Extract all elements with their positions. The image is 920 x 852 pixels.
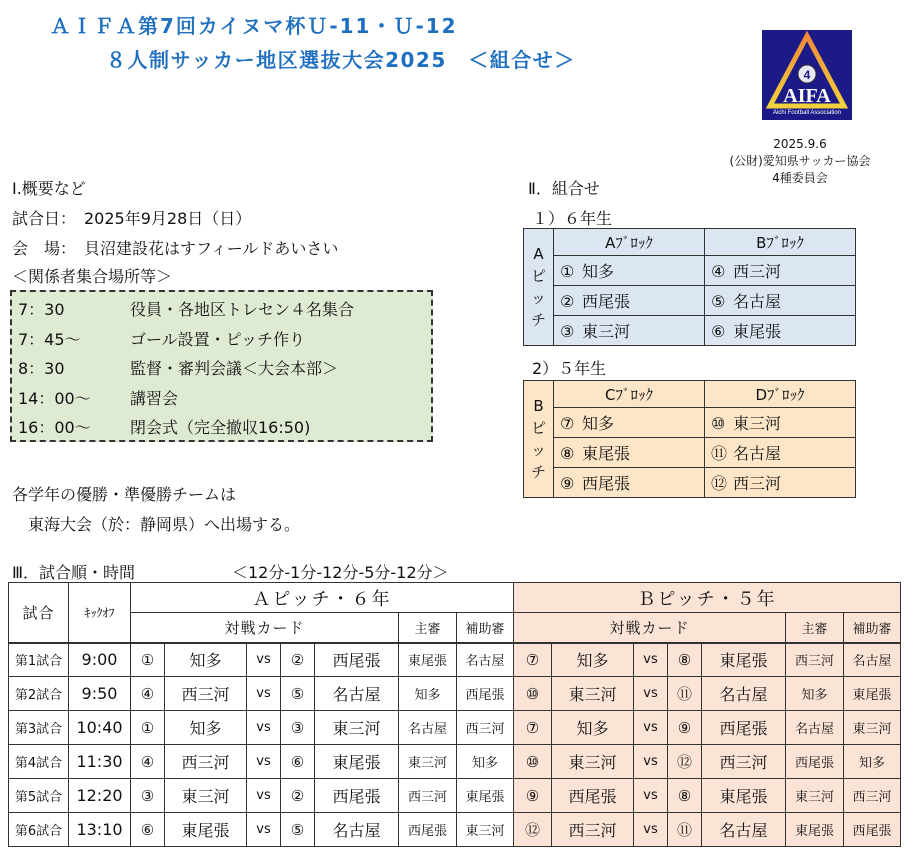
schedule-time: 7：45～	[18, 329, 81, 349]
group-row	[524, 286, 856, 316]
cell-text: ピ	[530, 267, 546, 285]
header-card-a: 対戦カード	[131, 613, 399, 643]
schedule-time: 16：00～	[18, 418, 91, 438]
table-cell: 西三河	[702, 745, 786, 779]
table-cell: 知多	[165, 643, 247, 677]
table-row	[9, 711, 901, 745]
table-cell: 第1試合	[9, 643, 69, 677]
header-kickoff: ｷｯｸｵﾌ	[69, 583, 131, 643]
table-cell: 西尾張	[552, 779, 634, 813]
table-cell: 東三河	[399, 745, 457, 779]
title-line-2: ８人制サッカー地区選抜大会2025 ＜組合せ＞	[106, 48, 576, 72]
cell-text: 名古屋	[733, 444, 782, 463]
table-cell: ③	[131, 779, 165, 813]
table-cell: ⑥	[281, 745, 315, 779]
schedule-time: 14：00～	[18, 388, 91, 408]
issuer-org: (公財)愛知県サッカー協会	[729, 154, 871, 168]
table-cell: ⑦	[514, 643, 552, 677]
table-row	[9, 677, 901, 711]
table-cell: ⑤	[281, 677, 315, 711]
table-cell: 第4試合	[9, 745, 69, 779]
table-cell: 名古屋	[315, 677, 399, 711]
cell-text: 西尾張	[582, 292, 631, 311]
match-table	[8, 582, 901, 847]
title-line-1: ＡＩＦＡ第7回カイヌマ杯Ｕ-11・Ｕ-12	[50, 14, 458, 38]
table-cell: 知多	[457, 745, 514, 779]
table-row	[9, 745, 901, 779]
table-cell: 知多	[552, 643, 634, 677]
table-cell: vs	[634, 677, 668, 711]
table-cell: 西三河	[844, 779, 901, 813]
groups-heading: Ⅱ．組合せ	[528, 179, 600, 198]
header-ref-a: 主審	[399, 613, 457, 643]
match-format: ＜12分-1分-12分-5分-12分＞	[232, 563, 449, 582]
table-cell: ⑪	[668, 813, 702, 847]
table-cell	[554, 316, 705, 346]
table-cell: 東尾張	[165, 813, 247, 847]
cell-text: ②	[560, 292, 575, 311]
cell-text: 東尾張	[582, 444, 631, 463]
schedule-desc: 閉会式（完全撤収16:50)	[130, 418, 311, 438]
table-cell: 東尾張	[702, 643, 786, 677]
table-cell	[554, 438, 705, 468]
cell-text: ッ	[530, 289, 546, 307]
cell-text: ⑩	[711, 414, 726, 433]
table-row	[9, 813, 901, 847]
table-cell: 西三河	[786, 643, 844, 677]
table-cell: 名古屋	[702, 677, 786, 711]
table-cell: ①	[131, 711, 165, 745]
table-cell: vs	[634, 779, 668, 813]
logo-badge: 4	[803, 68, 811, 82]
table-cell: vs	[247, 711, 281, 745]
schedule-desc: 監督・審判会議＜大会本部＞	[130, 359, 339, 379]
schedule-desc: 講習会	[130, 388, 179, 408]
header-asst-a: 補助審	[457, 613, 514, 643]
cell-text: 名古屋	[733, 292, 782, 311]
grade6-label: １）６年生	[532, 209, 613, 228]
table-cell	[705, 286, 856, 316]
table-cell: 西三河	[165, 677, 247, 711]
table-cell: 9:50	[69, 677, 131, 711]
table-cell: 12:20	[69, 779, 131, 813]
table-cell: ⑪	[668, 677, 702, 711]
table-cell: 名古屋	[786, 711, 844, 745]
table-cell: 東三河	[457, 813, 514, 847]
table-cell: 第5試合	[9, 779, 69, 813]
table-cell: vs	[247, 745, 281, 779]
cell-text: 知多	[582, 414, 615, 433]
cell-text: ッ	[530, 441, 546, 459]
table-cell: ②	[281, 779, 315, 813]
schedule-row	[12, 294, 431, 324]
table-cell: 西尾張	[844, 813, 901, 847]
table-cell	[705, 256, 856, 286]
table-cell: ⑨	[668, 711, 702, 745]
cell-text: ⑫	[711, 474, 728, 493]
table-cell: 西尾張	[702, 711, 786, 745]
table-cell: 東三河	[552, 745, 634, 779]
table-cell: ⑨	[514, 779, 552, 813]
block-d-header: Dﾌﾞﾛｯｸ	[705, 381, 856, 408]
table-cell: 名古屋	[399, 711, 457, 745]
table-cell	[554, 286, 705, 316]
header-ref-b: 主審	[786, 613, 844, 643]
table-cell: 知多	[786, 677, 844, 711]
header-pitch-a: Ａピッチ・６年	[131, 583, 514, 613]
table-cell: ⑩	[514, 745, 552, 779]
table-cell: 第3試合	[9, 711, 69, 745]
gather-heading: ＜関係者集合場所等＞	[12, 267, 173, 286]
table-cell: ⑫	[514, 813, 552, 847]
cell-text: ⑧	[560, 444, 575, 463]
table-cell: 西三河	[457, 711, 514, 745]
table-cell: ⑦	[514, 711, 552, 745]
group-row	[524, 256, 856, 286]
block-c-header: Cﾌﾞﾛｯｸ	[554, 381, 705, 408]
table-cell	[554, 468, 705, 498]
table-cell: vs	[247, 813, 281, 847]
match-date: 試合日： 2025年9月28日（日）	[12, 209, 252, 228]
table-cell: 東尾張	[399, 643, 457, 677]
table-cell: 名古屋	[702, 813, 786, 847]
schedule-row	[12, 383, 431, 413]
table-cell	[554, 256, 705, 286]
table-cell: vs	[247, 779, 281, 813]
schedule-row	[12, 353, 431, 383]
group-row	[524, 468, 856, 498]
table-cell: 東尾張	[844, 677, 901, 711]
table-cell: 13:10	[69, 813, 131, 847]
table-cell: 名古屋	[315, 813, 399, 847]
table-cell: 知多	[399, 677, 457, 711]
table-cell: 東尾張	[786, 813, 844, 847]
issuer-committee: 4種委員会	[772, 171, 828, 185]
table-cell: vs	[247, 643, 281, 677]
header-match: 試合	[9, 583, 69, 643]
cell-text: 西三河	[733, 262, 782, 281]
cell-text: ①	[560, 262, 575, 281]
cell-text: ⑦	[560, 414, 575, 433]
table-cell: ⑧	[668, 779, 702, 813]
table-cell: vs	[634, 813, 668, 847]
overview-heading: Ⅰ.概要など	[12, 179, 86, 198]
table-cell: ①	[131, 643, 165, 677]
cell-text: A	[533, 245, 544, 263]
table-cell: vs	[634, 643, 668, 677]
table-cell: 東尾張	[457, 779, 514, 813]
table-cell: 東三河	[165, 779, 247, 813]
note-line-2: 東海大会（於：静岡県）へ出場する。	[12, 515, 301, 534]
table-cell: vs	[634, 711, 668, 745]
cell-text: 東三河	[582, 322, 631, 341]
table-row	[9, 779, 901, 813]
schedule-row	[12, 412, 431, 442]
table-cell	[554, 408, 705, 438]
table-cell: ⑤	[281, 813, 315, 847]
group-row	[524, 408, 856, 438]
table-cell: 西尾張	[315, 643, 399, 677]
table-cell: ⑫	[668, 745, 702, 779]
table-cell: 東三河	[552, 677, 634, 711]
cell-text: ③	[560, 322, 575, 341]
cell-text: ⑨	[560, 474, 575, 493]
cell-text: ⑥	[711, 322, 726, 341]
schedule-desc: ゴール設置・ピッチ作り	[130, 329, 306, 349]
cell-text: B	[533, 397, 544, 415]
cell-text: 東尾張	[733, 322, 782, 341]
schedule-desc: 役員・各地区トレセン４名集合	[130, 300, 355, 320]
schedule-time: 8：30	[18, 359, 65, 379]
issue-date: 2025.9.6	[773, 137, 827, 151]
logo-text: AIFA	[783, 85, 831, 107]
header-pitch-b: Ｂピッチ・５年	[514, 583, 901, 613]
table-cell: 西尾張	[315, 779, 399, 813]
table-cell	[705, 438, 856, 468]
table-cell: 第2試合	[9, 677, 69, 711]
table-cell: ④	[131, 745, 165, 779]
table-cell: ④	[131, 677, 165, 711]
table-row	[9, 643, 901, 677]
table-cell: 西尾張	[786, 745, 844, 779]
cell-text: ④	[711, 262, 726, 281]
pitch-side-label	[524, 229, 554, 346]
table-cell: 東三河	[844, 711, 901, 745]
cell-text: 知多	[582, 262, 615, 281]
table-cell	[705, 408, 856, 438]
table-cell: 9:00	[69, 643, 131, 677]
header-asst-b: 補助審	[844, 613, 901, 643]
group-table-grade6	[523, 228, 856, 346]
block-b-header: Bﾌﾞﾛｯｸ	[705, 229, 856, 256]
table-cell: ⑥	[131, 813, 165, 847]
table-cell	[705, 316, 856, 346]
grade5-label: 2）５年生	[532, 359, 607, 378]
table-cell: ⑧	[668, 643, 702, 677]
block-a-header: Aﾌﾞﾛｯｸ	[554, 229, 705, 256]
table-cell: 名古屋	[457, 643, 514, 677]
table-cell: 西三河	[552, 813, 634, 847]
cell-text: ⑪	[711, 444, 728, 463]
issuer-block	[700, 136, 900, 187]
cell-text: 東三河	[733, 414, 782, 433]
table-cell: 西三河	[165, 745, 247, 779]
table-cell: 10:40	[69, 711, 131, 745]
table-cell: 東尾張	[315, 745, 399, 779]
table-cell: vs	[247, 677, 281, 711]
group-row	[524, 438, 856, 468]
group-table-grade5	[523, 380, 856, 498]
cell-text: 西三河	[733, 474, 782, 493]
table-cell: 知多	[165, 711, 247, 745]
schedule-row	[12, 324, 431, 354]
cell-text: ⑤	[711, 292, 726, 311]
table-cell: 西尾張	[457, 677, 514, 711]
aifa-logo	[762, 30, 852, 120]
table-cell: 名古屋	[844, 643, 901, 677]
logo-subtext: Aichi Football Association	[772, 110, 842, 116]
matches-heading: Ⅲ．試合順・時間	[12, 563, 136, 582]
table-cell: 知多	[552, 711, 634, 745]
table-cell: 11:30	[69, 745, 131, 779]
table-cell	[705, 468, 856, 498]
table-cell: ⑩	[514, 677, 552, 711]
table-cell: 知多	[844, 745, 901, 779]
header-card-b: 対戦カード	[514, 613, 786, 643]
table-cell: 第6試合	[9, 813, 69, 847]
table-cell: vs	[634, 745, 668, 779]
table-cell: 東三河	[315, 711, 399, 745]
table-cell: 西尾張	[399, 813, 457, 847]
table-cell: 西三河	[399, 779, 457, 813]
table-cell: ③	[281, 711, 315, 745]
table-cell: ②	[281, 643, 315, 677]
cell-text: 西尾張	[582, 474, 631, 493]
group-row	[524, 316, 856, 346]
pitch-side-label	[524, 381, 554, 498]
cell-text: チ	[530, 463, 546, 481]
table-cell: 東尾張	[702, 779, 786, 813]
venue: 会 場： 貝沼建設花はすフィールドあいさい	[12, 239, 339, 258]
table-cell: 東三河	[786, 779, 844, 813]
cell-text: チ	[530, 311, 546, 329]
schedule-time: 7：30	[18, 300, 65, 320]
cell-text: ピ	[530, 419, 546, 437]
schedule-box	[10, 290, 433, 442]
note-line-1: 各学年の優勝・準優勝チームは	[12, 485, 237, 504]
